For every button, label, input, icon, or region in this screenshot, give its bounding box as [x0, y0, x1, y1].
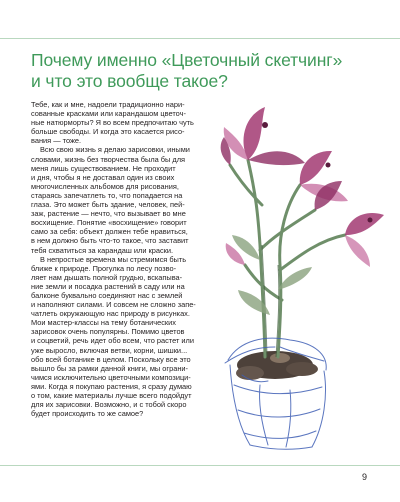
body-line: будет происходить то же самое? [31, 409, 144, 419]
body-line: ние земли и посадка растений в саду или на [31, 281, 185, 291]
body-line: в нем должно быть что-то такое, что заставит [31, 236, 189, 246]
body-line: меня лишь существованием. Не проходит [31, 163, 176, 173]
body-line: само за себя: объект должен тебе нравиться, [31, 227, 188, 237]
body-line: больше свободы. И когда это касается рисо- [31, 127, 185, 137]
body-line: обо всей ботанике в целом. Поскольку все это [31, 354, 191, 364]
leaves-icon [232, 235, 312, 315]
body-line: глаза. Это может быть здание, человек, пей- [31, 200, 185, 210]
body-line: и дня, чтобы я не доставал один из своих [31, 172, 175, 182]
top-rule [0, 38, 400, 39]
body-line: чимся исключительно цветочными композици- [31, 372, 191, 382]
body-line: вышло бы за рамки данной книги, мы ограни- [31, 363, 188, 373]
body-line: В непростые времена мы стремимся быть [40, 254, 187, 264]
body-line: тебя схватиться за карандаш или краски. [31, 245, 174, 255]
page-number: 9 [361, 472, 367, 482]
body-text [31, 100, 226, 418]
body-line: заж, растение — нечто, что вызывает во мне [31, 209, 186, 219]
body-line: ные натюрморты? Я во всем предпочитаю чуть [31, 118, 194, 128]
body-line: зарисовок очень популярны. Помимо цветов [31, 327, 185, 337]
body-line: словами, жизнь без творчества была бы для [31, 154, 186, 164]
body-line: чатлеть окружающую нас природу в рисунках. [31, 309, 190, 319]
body-line: Мои мастер-классы на тему ботанических [31, 318, 176, 328]
title-line-2: и что это вообще такое? [31, 71, 228, 91]
body-line: ями. Когда я покупаю растения, я сразу думаю [31, 381, 192, 391]
body-line: Тебе, как и мне, надоели традиционно нари- [31, 100, 185, 109]
body-line: стараясь запечатлеть то, что попадается на [31, 190, 183, 200]
title-line-1: Почему именно «Цветочный скетчинг» [31, 50, 343, 70]
body-line: ляет нам дышать полной грудью, вскапыва- [31, 272, 183, 282]
body-line: Всю свою жизнь я делаю зарисовки, иными [40, 145, 190, 155]
body-line: вания — тоже. [31, 136, 82, 146]
body-line: сованные красками или карандашом цветоч- [31, 109, 186, 119]
body-line: для их зарисовки. Возможно, и с тобой скоро [31, 400, 187, 410]
body-line: уже выросло, включая ветви, корни, шишки... [31, 345, 188, 355]
body-line: многочисленных альбомов для рисования, [31, 181, 179, 191]
body-line: балконе буквально соединяют нас с землей [31, 290, 183, 300]
body-line: восхищение. Понятие «восхищение» говорит [31, 218, 187, 228]
body-line: и соцветий, речь идет обо всем, что растет или [31, 336, 194, 346]
body-line: ближе к природе. Прогулка по лесу позво- [31, 263, 177, 273]
potted-flower-sketch-icon [220, 85, 400, 450]
bottom-rule [0, 465, 400, 466]
body-line: о том, какие материалы лучше всего подойдут [31, 391, 192, 400]
body-line: и наполняют силами. И совсем не сложно запе- [31, 300, 196, 310]
